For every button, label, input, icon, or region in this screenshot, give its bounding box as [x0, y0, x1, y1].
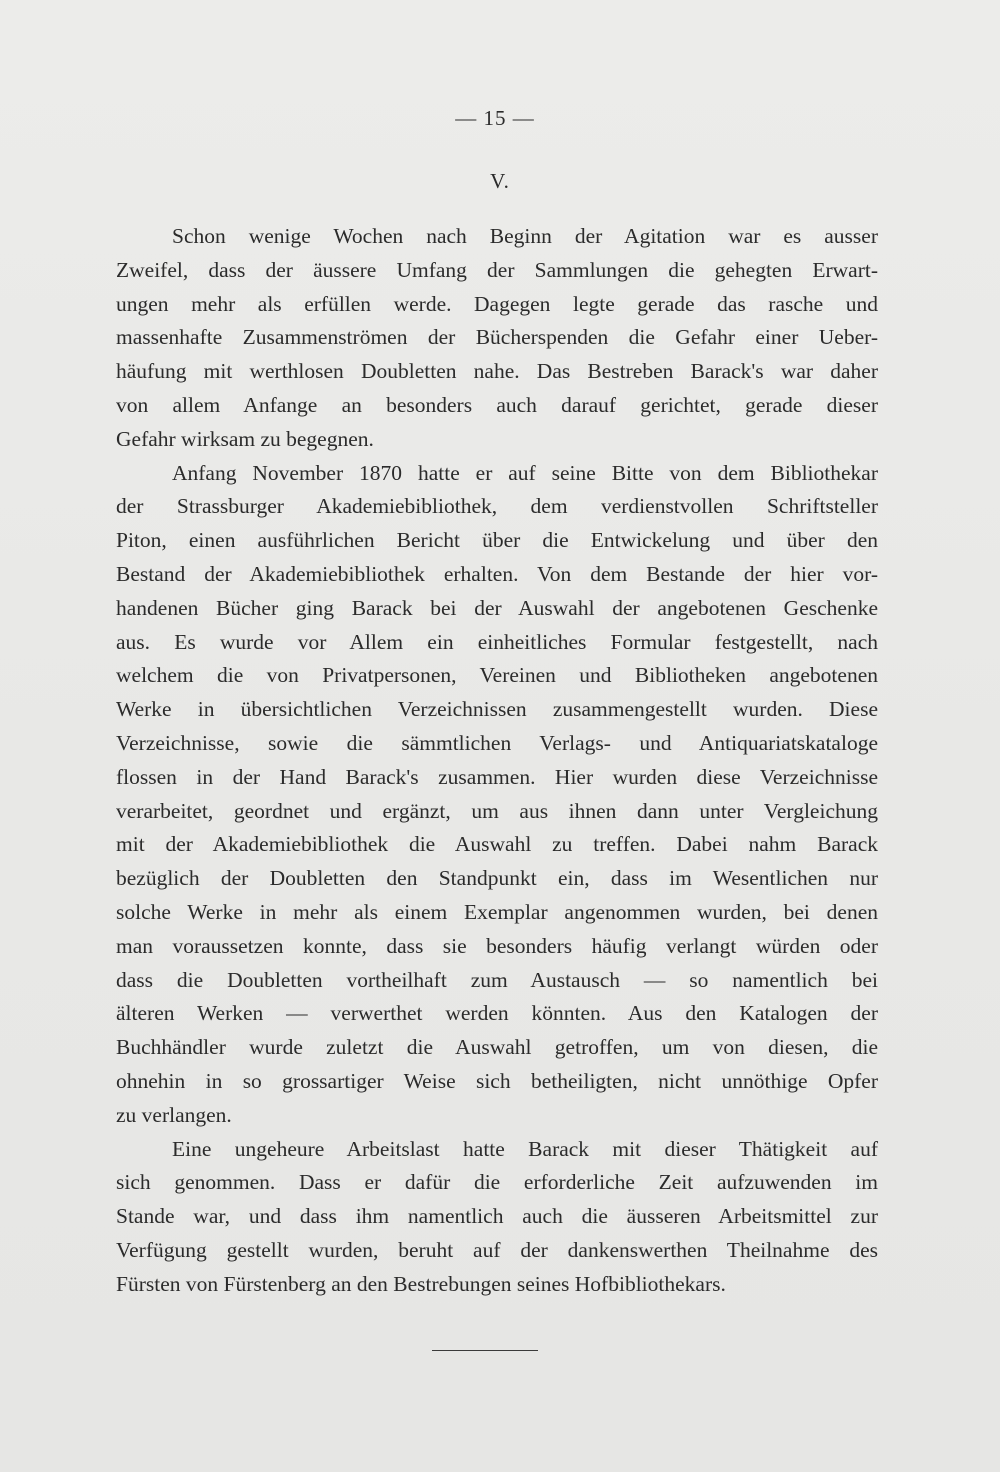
closing-rule: [432, 1350, 538, 1351]
body-text: [116, 220, 878, 1302]
text-line: ohnehin in so grossartiger Weise sich betheiligten, nicht unnöthige Opfer: [116, 1068, 878, 1093]
text-line: Verfügung gestellt wurden, beruht auf der dankenswerthen Theilnahme des: [116, 1237, 878, 1262]
text-line: bezüglich der Doubletten den Standpunkt ein, dass im Wesentlichen nur: [116, 866, 878, 891]
text-line: Gefahr wirksam zu begegnen.: [116, 426, 374, 451]
text-line: Werke in übersichtlichen Verzeichnissen zusammengestellt wurden. Diese: [116, 697, 878, 722]
text-line: zu verlangen.: [116, 1102, 232, 1127]
text-line: solche Werke in mehr als einem Exemplar angenommen wurden, bei denen: [116, 899, 878, 924]
section-heading: V.: [490, 169, 510, 193]
text-line: massenhafte Zusammenströmen der Bücherspenden die Gefahr einer Ueber-: [116, 325, 878, 350]
text-line: aus. Es wurde vor Allem ein einheitliches Formular festgestellt, nach: [116, 629, 878, 654]
text-line: Anfang November 1870 hatte er auf seine Bitte von dem Bibliothekar: [172, 460, 878, 485]
text-line: Fürsten von Fürstenberg an den Bestrebungen seines Hofbibliothekars.: [116, 1271, 726, 1296]
paragraph: [116, 1133, 878, 1302]
text-line: der Strassburger Akademiebibliothek, dem verdienstvollen Schriftsteller: [116, 494, 878, 519]
text-line: Piton, einen ausführlichen Bericht über die Entwickelung und über den: [116, 528, 878, 553]
text-line: ungen mehr als erfüllen werde. Dagegen legte gerade das rasche und: [116, 291, 878, 316]
text-line: handenen Bücher ging Barack bei der Auswahl der angebotenen Geschenke: [116, 595, 878, 620]
text-line: von allem Anfange an besonders auch darauf gerichtet, gerade dieser: [116, 392, 878, 417]
page-number: — 15 —: [455, 106, 535, 130]
text-line: Schon wenige Wochen nach Beginn der Agitation war es ausser: [172, 224, 878, 248]
paragraph: [116, 220, 878, 457]
text-line: Bestand der Akademiebibliothek erhalten. Von dem Bestande der hier vor-: [116, 561, 878, 586]
text-line: älteren Werken — verwerthet werden könnten. Aus den Katalogen der: [116, 1001, 878, 1026]
text-line: Verzeichnisse, sowie die sämmtlichen Verlags- und Antiquariatskataloge: [116, 730, 878, 755]
paragraph: [116, 457, 878, 1133]
text-line: häufung mit werthlosen Doubletten nahe. Das Bestreben Barack's war daher: [116, 359, 878, 384]
text-line: flossen in der Hand Barack's zusammen. Hier wurden diese Verzeichnisse: [116, 764, 878, 789]
text-line: verarbeitet, geordnet und ergänzt, um aus ihnen dann unter Vergleichung: [116, 798, 878, 823]
text-line: Eine ungeheure Arbeitslast hatte Barack mit dieser Thätigkeit auf: [172, 1136, 878, 1161]
text-line: Stande war, und dass ihm namentlich auch die äusseren Arbeitsmittel zur: [116, 1204, 878, 1229]
text-line: man voraussetzen konnte, dass sie besonders häufig verlangt würden oder: [116, 933, 878, 958]
text-line: welchem die von Privatpersonen, Vereinen und Bibliotheken angebotenen: [116, 663, 878, 688]
text-line: mit der Akademiebibliothek die Auswahl zu treffen. Dabei nahm Barack: [116, 832, 878, 857]
text-line: Buchhändler wurde zuletzt die Auswahl getroffen, um von diesen, die: [116, 1035, 878, 1060]
text-line: dass die Doubletten vortheilhaft zum Austausch — so namentlich bei: [116, 967, 878, 992]
text-line: Zweifel, dass der äussere Umfang der Sammlungen die gehegten Erwart-: [116, 257, 878, 282]
text-line: sich genommen. Dass er dafür die erforderliche Zeit aufzuwenden im: [116, 1170, 878, 1195]
